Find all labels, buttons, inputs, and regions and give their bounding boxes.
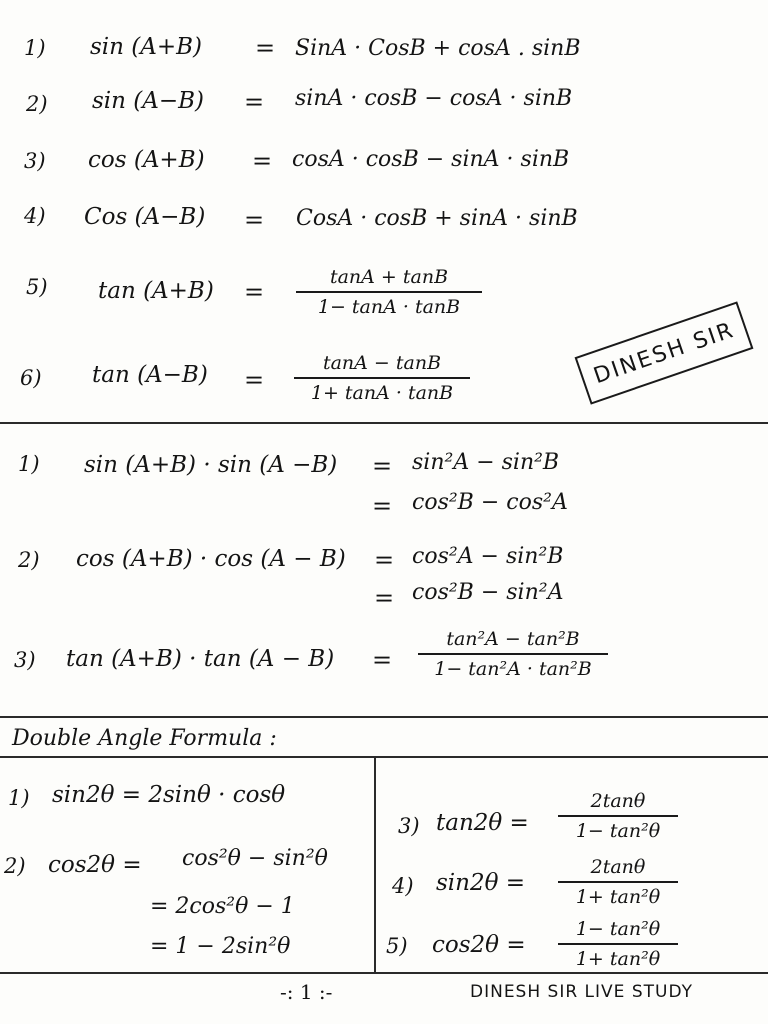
fraction-bar [558,943,678,945]
equals-sign: = [244,88,265,116]
formula-lhs: cos (A+B) · cos (A − B) [76,546,346,572]
equals-sign: = [374,546,395,574]
denominator: 1− tan²A · tan²B [434,658,592,680]
fraction-bar [294,377,470,379]
formula-rhs: cos²B − sin²A [412,580,564,605]
formula-lhs: cos2θ = [432,932,526,958]
fraction-bar [558,881,678,883]
fraction [558,918,678,970]
equals-sign: = [244,366,265,394]
fraction [296,266,482,318]
page-number: -: 1 :- [280,980,333,1004]
formula-rhs: sin²A − sin²B [412,450,560,475]
fraction [558,856,678,908]
denominator: 1− tan²θ [575,820,661,842]
formula-rhs: sinA · cosB − cosA · sinB [295,86,573,111]
equals-sign: = [252,147,273,175]
numerator: 2tanθ [590,856,646,878]
formula-lhs: sin (A+B) · sin (A −B) [84,452,338,478]
item-number: 3) [398,814,420,838]
denominator: 1+ tanA · tanB [310,382,454,404]
formula-lhs: tan (A+B) · tan (A − B) [66,646,335,672]
numerator: tanA − tanB [322,352,442,374]
formula-rhs: SinA · CosB + cosA . sinB [295,36,581,61]
formula-rhs: cos²B − cos²A [412,490,568,515]
equals-sign: = [372,492,393,520]
formula-lhs: sin (A+B) [90,34,203,60]
fraction-bar [558,815,678,817]
numerator: tan²A − tan²B [446,628,580,650]
formula-lhs: sin2θ = [436,870,526,896]
fraction [294,352,470,404]
fraction-bar [296,291,482,293]
formula-lhs: cos (A+B) [88,147,205,173]
item-number: 2) [26,92,48,116]
section-divider [0,972,768,974]
formula-rhs: cosA · cosB − sinA · sinB [292,147,570,172]
equals-sign: = [244,278,265,306]
item-number: 5) [386,934,408,958]
formula-lhs: Cos (A−B) [84,204,206,230]
item-number: 5) [26,275,48,299]
formula-text: sin2θ = 2sinθ · cosθ [52,782,286,808]
equals-sign: = [255,34,276,62]
author-signature: DINESH SIR LIVE STUDY [470,982,693,1002]
item-number: 4) [392,874,414,898]
denominator: 1− tanA · tanB [317,296,461,318]
item-number: 3) [24,149,46,173]
item-number: 1) [24,36,46,60]
double-angle-heading: Double Angle Formula : [12,726,277,751]
item-number: 4) [24,204,46,228]
fraction [418,628,608,680]
item-number: 3) [14,648,36,672]
formula-lhs: tan (A−B) [92,362,208,388]
equals-sign: = [374,584,395,612]
column-divider [374,756,376,972]
denominator: 1+ tan²θ [575,886,661,908]
item-number: 2) [18,548,40,572]
item-number: 1) [18,452,40,476]
formula-rhs: = 2cos²θ − 1 [150,894,295,919]
formula-rhs: = 1 − 2sin²θ [150,934,291,959]
fraction-bar [418,653,608,655]
formula-rhs: CosA · cosB + sinA · sinB [296,206,578,231]
formula-lhs: sin (A−B) [92,88,205,114]
formula-lhs: tan2θ = [436,810,529,836]
fraction [558,790,678,842]
equals-sign: = [372,452,393,480]
numerator: tanA + tanB [329,266,449,288]
formula-lhs: tan (A+B) [98,278,214,304]
section-divider [0,756,768,758]
item-number: 1) [8,786,30,810]
formula-rhs: cos²θ − sin²θ [182,846,328,871]
item-number: 6) [20,366,42,390]
equals-sign: = [372,646,393,674]
numerator: 2tanθ [590,790,646,812]
section-divider [0,422,768,424]
section-divider [0,716,768,718]
denominator: 1+ tan²θ [575,948,661,970]
formula-rhs: cos²A − sin²B [412,544,564,569]
formula-lhs: cos2θ = [48,852,142,878]
dinesh-sir-stamp: DINESH SIR [575,301,754,404]
item-number: 2) [4,854,26,878]
numerator: 1− tan²θ [575,918,661,940]
equals-sign: = [244,206,265,234]
